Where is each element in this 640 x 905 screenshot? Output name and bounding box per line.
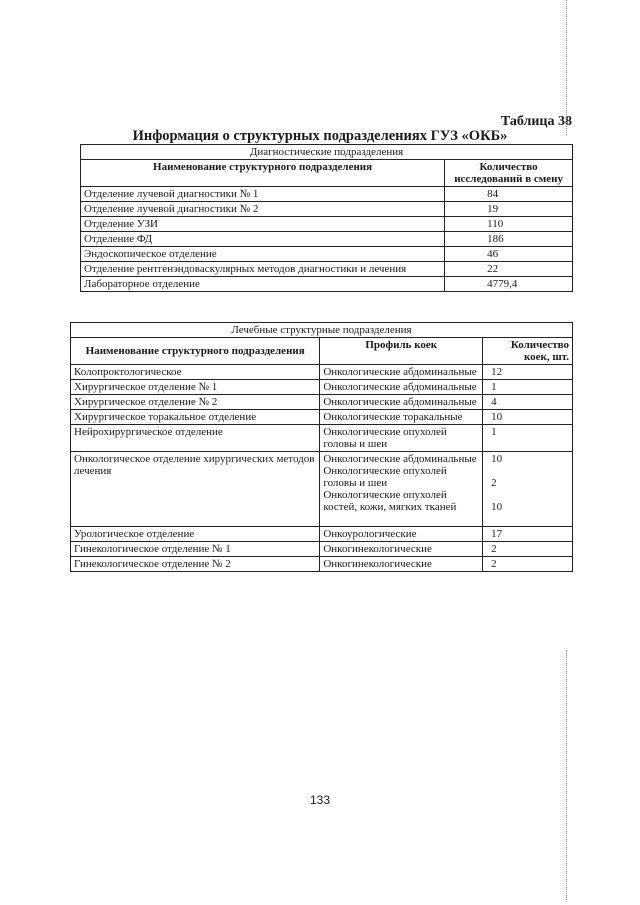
table-header-row [71,338,573,365]
bed-profile-text: Онкогинекологические [323,558,432,570]
unit-name-cell: Колопроктологическое [71,365,320,380]
page-title: Информация о структурных подразделениях ГУЗ «ОКБ» [132,128,508,144]
unit-name-cell: Гинекологическое отделение № 2 [71,557,320,572]
table-row [71,557,573,572]
table-row [81,277,573,292]
diagnostic-table-caption: Диагностические подразделения [81,145,573,160]
column-header-unit-name: Наименование структурного подразделения [81,160,445,187]
table-caption-row [81,145,573,160]
unit-name-cell: Нейрохирургическое отделение [71,425,320,452]
table-row [71,395,573,410]
exam-count-cell: 22 [445,262,573,277]
unit-name-cell: Урологическое отделение [71,527,320,542]
scan-edge-line [566,650,568,900]
bed-profile-text: Онкологические абдоминальные [323,366,477,378]
table-row [71,452,573,527]
unit-name-cell: Эндоскопическое отделение [81,247,445,262]
treatment-table-caption: Лечебные структурные подразделения [71,323,573,338]
bed-count-text: 2 [491,543,497,555]
unit-name-cell: Отделение рентгенэндоваскулярных методов диагностики и лечения [81,262,445,277]
bed-count-text: 12 [491,366,503,378]
unit-name-cell: Хирургическое отделение № 1 [71,380,320,395]
table-row [71,410,573,425]
diagnostic-units-table [80,144,573,292]
bed-count-cell [483,410,573,425]
bed-count-cell [483,452,573,527]
page-number: 133 [309,793,331,807]
scan-edge-line [566,0,568,135]
unit-name-cell: Онкологическое отделение хирургических методов лечения [71,452,320,527]
bed-profile-text: Онкогинекологические [323,543,432,555]
bed-profile-text: Онкологические абдоминальные [323,453,477,465]
exam-count-cell: 19 [445,202,573,217]
column-header-unit-name: Наименование структурного подразделения [71,338,320,365]
bed-count-text: 2 [491,477,497,489]
unit-name-cell: Отделение лучевой диагностики № 2 [81,202,445,217]
treatment-table-body [71,365,573,572]
bed-count-text: 10 [491,453,503,465]
table-row [71,425,573,452]
bed-count-text: 4 [491,396,497,408]
bed-profile-text: Онкологические абдоминальные [323,396,477,408]
bed-profile-text: Онкоурологические [323,528,417,540]
bed-count-cell [483,542,573,557]
bed-profile-cell [320,425,483,452]
bed-profile-text: Онкологические опухолей головы и шеи [323,426,447,450]
table-header-row [81,160,573,187]
bed-profile-cell [320,527,483,542]
unit-name-cell: Хирургическое отделение № 2 [71,395,320,410]
bed-profile-cell [320,395,483,410]
unit-name-cell: Отделение ФД [81,232,445,247]
bed-count-text: 10 [491,501,503,513]
diagnostic-table-body [81,187,573,292]
unit-name-cell: Лабораторное отделение [81,277,445,292]
bed-profile-text: Онкологические торакальные [323,411,463,423]
bed-profile-text: Онкологические абдоминальные [323,381,477,393]
bed-profile-text: Онкологические опухолей головы и шеи [323,465,447,489]
unit-name-cell: Хирургическое торакальное отделение [71,410,320,425]
table-row [81,217,573,232]
bed-count-cell [483,557,573,572]
bed-count-cell [483,380,573,395]
table-number-label: Таблица 38 [500,114,572,129]
treatment-units-table [70,322,573,572]
bed-count-cell [483,527,573,542]
bed-count-text: 1 [491,426,497,438]
bed-count-text: 1 [491,381,497,393]
unit-name-cell: Гинекологическое отделение № 1 [71,542,320,557]
bed-count-cell [483,395,573,410]
unit-name-cell: Отделение УЗИ [81,217,445,232]
column-header-exam-count: Количество исследований в смену [445,160,573,187]
exam-count-cell: 4779,4 [445,277,573,292]
table-row [81,232,573,247]
table-row [81,187,573,202]
exam-count-cell: 46 [445,247,573,262]
table-row [71,380,573,395]
column-header-bed-count: Количество коек, шт. [483,338,573,365]
exam-count-cell: 186 [445,232,573,247]
table-row [71,365,573,380]
exam-count-cell: 84 [445,187,573,202]
bed-profile-cell [320,380,483,395]
bed-count-cell [483,425,573,452]
bed-count-text: 2 [491,558,497,570]
bed-profile-cell [320,452,483,527]
bed-profile-cell [320,557,483,572]
table-caption-row [71,323,573,338]
bed-profile-cell [320,410,483,425]
bed-count-cell [483,365,573,380]
bed-profile-text: Онкологические опухолей костей, кожи, мягких тканей [323,489,457,513]
bed-count-text: 10 [491,411,503,423]
bed-profile-cell [320,542,483,557]
bed-count-text: 17 [491,528,503,540]
unit-name-cell: Отделение лучевой диагностики № 1 [81,187,445,202]
table-row [71,542,573,557]
column-header-bed-profile: Профиль коек [320,338,483,365]
table-row [81,247,573,262]
bed-profile-cell [320,365,483,380]
table-row [71,527,573,542]
table-row [81,202,573,217]
exam-count-cell: 110 [445,217,573,232]
table-row [81,262,573,277]
